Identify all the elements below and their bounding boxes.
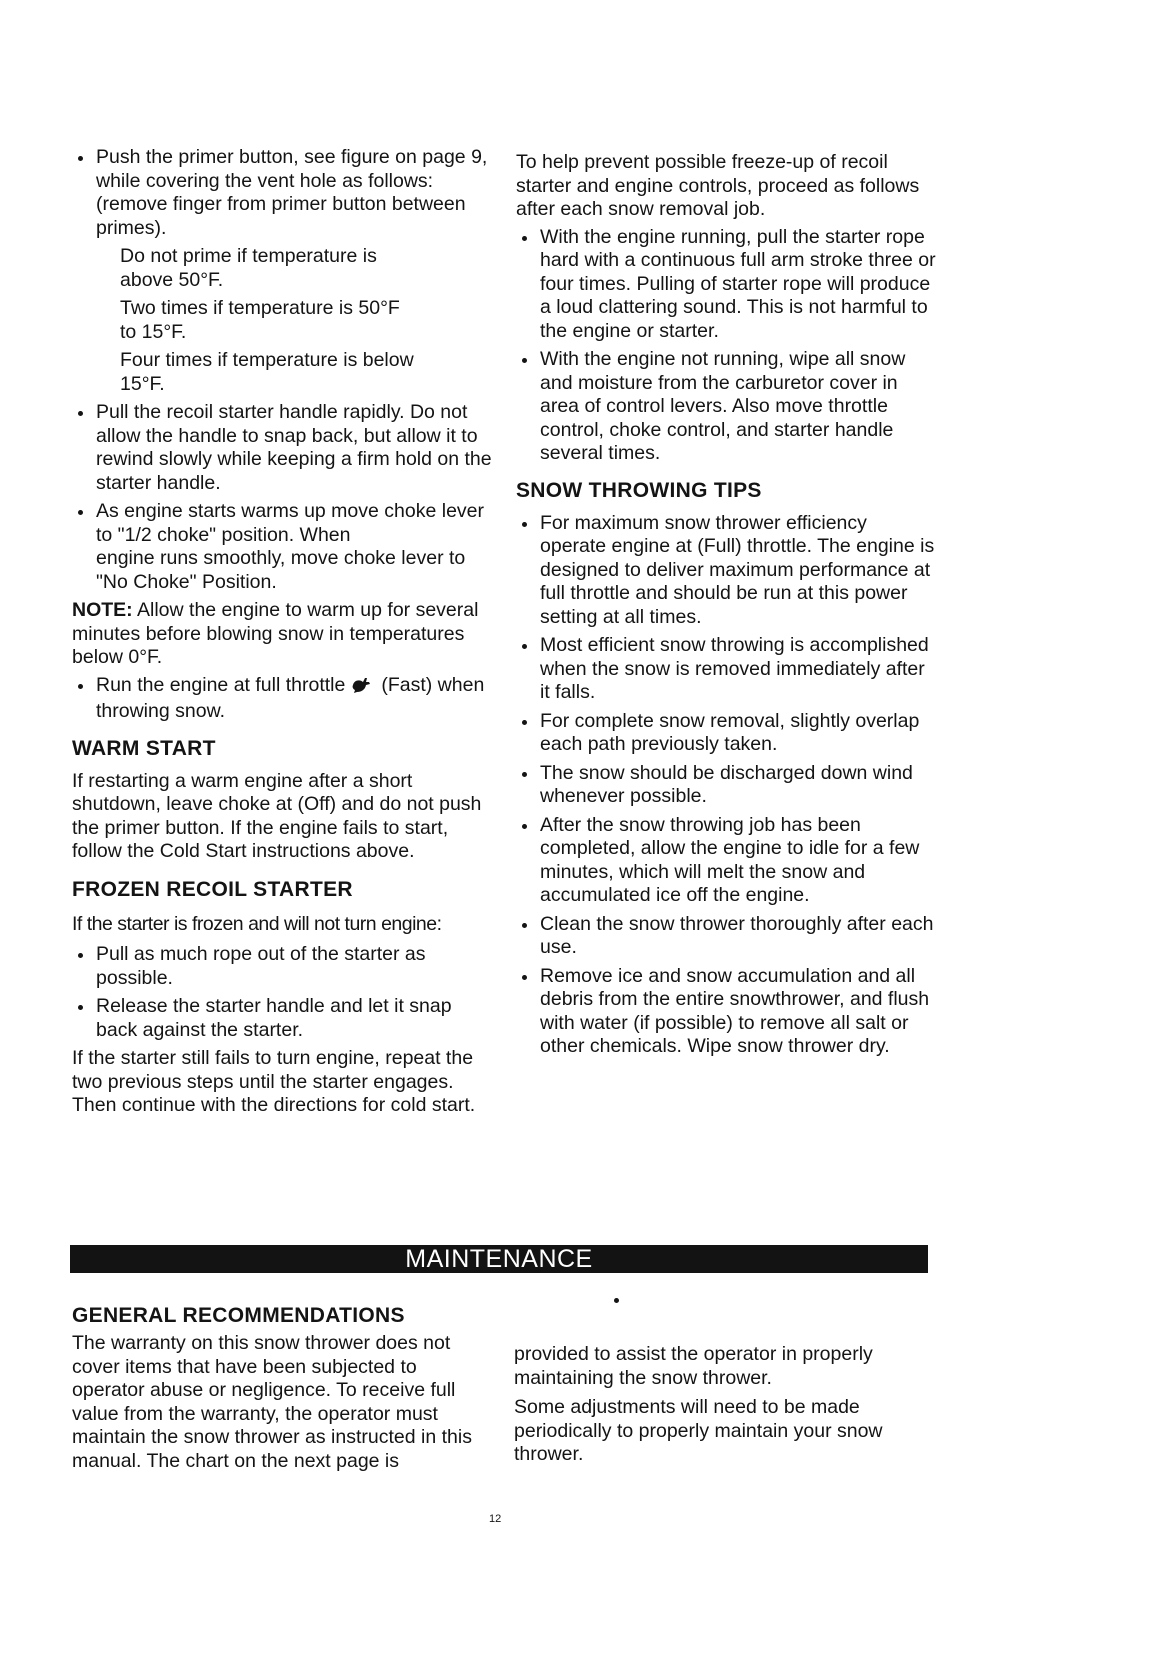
page-number: 12 [489,1513,502,1525]
general-recommendations-heading: GENERAL RECOMMENDATIONS [72,1304,405,1327]
list-item: Clean the snow thrower thoroughly after each use. [516,913,936,960]
bullet-dot [78,156,83,161]
maintenance-right-text: provided to assist the operator in properly maintaining the snow thrower. Some adjustments will need to be made periodically to properly maintain your snow thrower. [514,1343,883,1465]
frozen-bullet-rope: Pull as much rope out of the starter as possible. [72,943,492,990]
freeze-up-intro: To help prevent possible freeze-up of recoil starter and engine controls, proceed as follows after each snow removal job. [516,151,920,220]
frozen-intro: If the starter is frozen and will not turn engine: [72,912,442,935]
prime-rule-2: Two times if temperature is 50°F to 15°F. [120,297,400,343]
prime-rule-3: Four times if temperature is below 15°F. [120,349,414,395]
frozen-outro: If the starter still fails to turn engine, repeat the two previous steps until the starter engages. Then continue with the directions for cold start. [72,1047,476,1116]
bullet-dot [522,236,527,241]
warm-up-note: NOTE: Allow the engine to warm up for several minutes before blowing snow in temperatures below 0°F. [72,599,479,668]
frozen-starter-heading: FROZEN RECOIL STARTER [72,877,353,901]
bullet-dot [78,510,83,515]
maintenance-left-text: The warranty on this snow thrower does not cover items that have been subjected to operator abuse or negligence. To receive full value from the warranty, the operator must maintain the snow thrower as instructed in this manual. The chart on the next page is [72,1332,472,1472]
bullet-dot [522,923,527,928]
bullet-dot [522,358,527,363]
left-column [72,146,492,1122]
pull-starter-bullet: Pull the recoil starter handle rapidly. Do not allow the handle to snap back, but allow it to rewind slowly while keeping a firm hold on the starter handle. [72,401,492,495]
full-throttle-bullet: Run the engine at full throttle (Fast) when throwing snow. [72,674,492,724]
bullet-dot [522,644,527,649]
freeze-bullet-not-running: With the engine not running, wipe all snow and moisture from the carburetor cover in area of control levers. Also move throttle control, choke control, and starter handle several times. [516,348,936,466]
note-label: NOTE: [72,599,133,621]
bullet-dot [78,1005,83,1010]
maintenance-banner: MAINTENANCE [70,1245,928,1273]
rabbit-fast-icon [351,676,371,701]
list-item: For complete snow removal, slightly overlap each path previously taken. [516,710,936,757]
bullet-dot [78,953,83,958]
right-column [516,151,936,1064]
list-item: For maximum snow thrower efficiency operate engine at (Full) throttle. The engine is designed to deliver maximum performance at full throttle and should be run at this power setting at all times. [516,512,936,630]
list-item: The snow should be discharged down wind whenever possible. [516,762,936,809]
choke-bullet: As engine starts warms up move choke lever to "1/2 choke" position. When engine runs smoothly, move choke lever to "No Choke" Position. [72,500,492,594]
bullet-dot [522,772,527,777]
prime-rule-1: Do not prime if temperature is above 50°F. [120,245,377,291]
bullet-dot [78,684,83,689]
frozen-bullet-release: Release the starter handle and let it snap back against the starter. [72,995,492,1042]
bullet-dot [78,411,83,416]
bullet-dot [522,522,527,527]
bullet-dot [522,824,527,829]
snow-tips-heading: SNOW THROWING TIPS [516,478,762,502]
list-item: Remove ice and snow accumulation and all debris from the entire snowthrower, and flush with water (if possible) to remove all salt or other chemicals. Wipe snow thrower dry. [516,965,936,1059]
primer-bullet: Push the primer button, see figure on page 9, while covering the vent hole as follows: (remove finger from primer button between primes). [72,146,492,240]
list-item: After the snow throwing job has been completed, allow the engine to idle for a few minutes, which will melt the snow and accumulated ice off the engine. [516,814,936,908]
list-item: Most efficient snow throwing is accomplished when the snow is removed immediately after it falls. [516,634,936,705]
snow-tips-list [516,512,936,1059]
bullet-dot [522,720,527,725]
warm-start-heading: WARM START [72,736,216,760]
freeze-bullet-running: With the engine running, pull the starter rope hard with a continuous full arm stroke three or four times. Pulling of starter rope will produce a loud clattering sound. This is not harmful to the engine or starter. [516,226,936,344]
bullet-dot [522,975,527,980]
warm-start-text: If restarting a warm engine after a short shutdown, leave choke at (Off) and do not push the primer button. If the engine fails to start, follow the Cold Start instructions above. [72,769,482,862]
stray-bullet-dot [614,1298,619,1303]
